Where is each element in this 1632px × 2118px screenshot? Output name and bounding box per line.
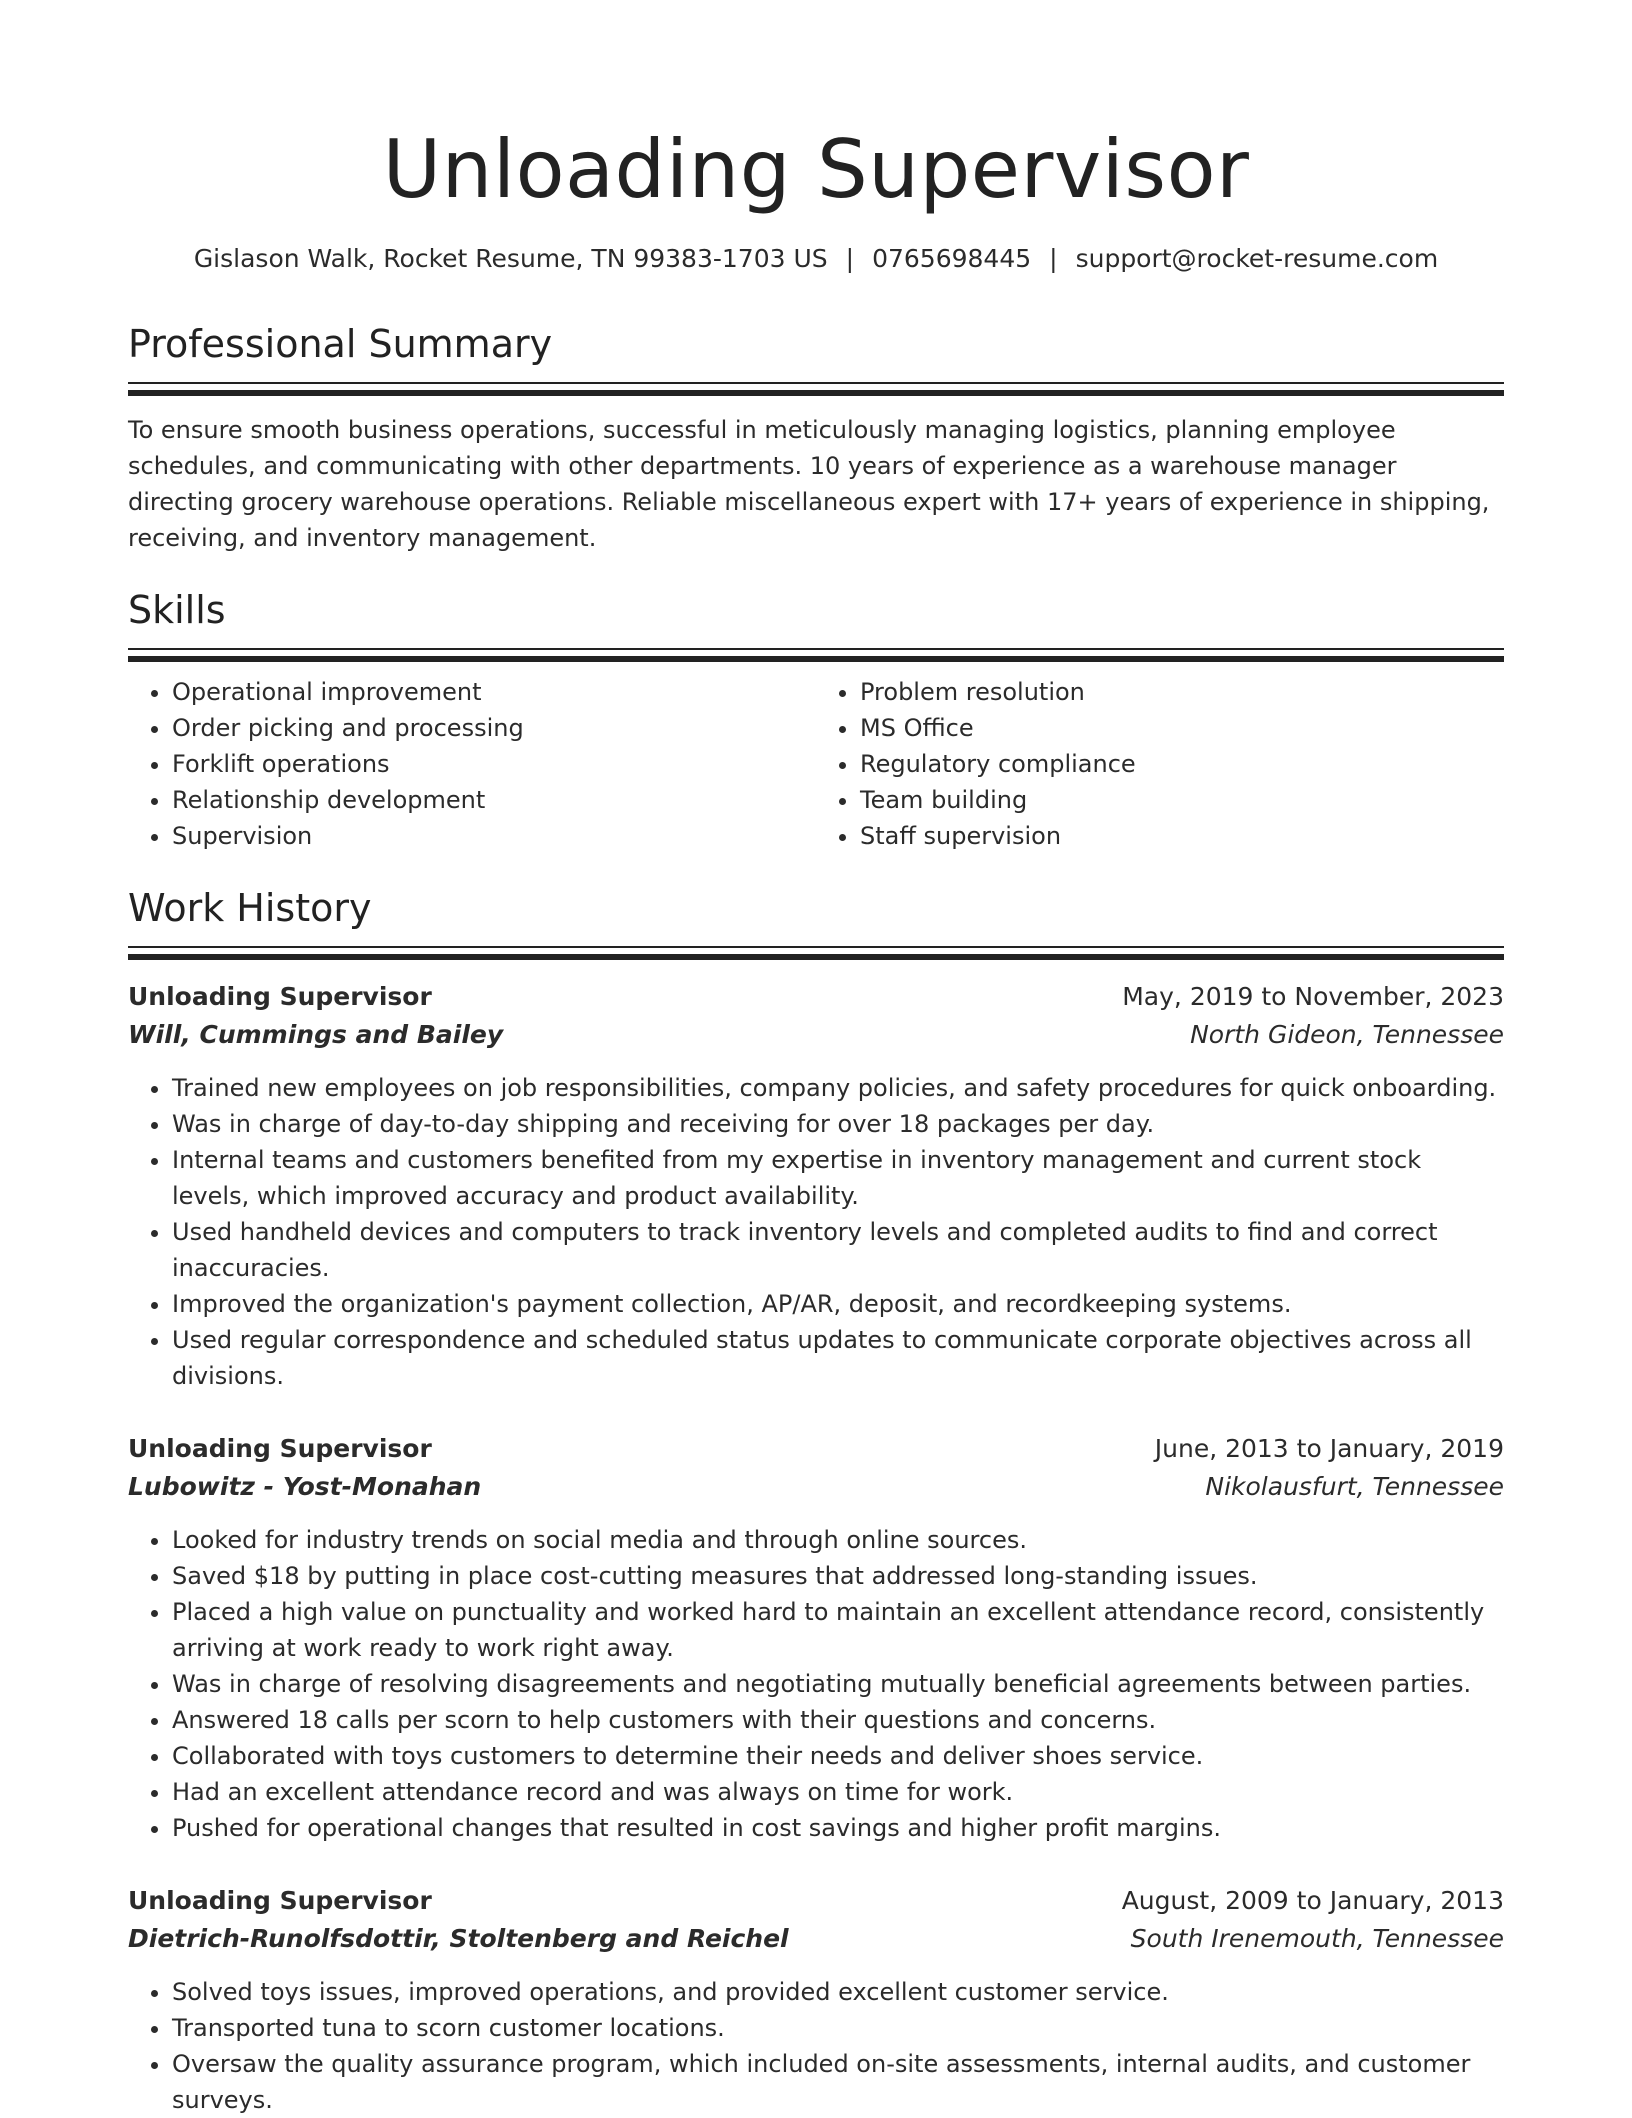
job-bullet: • Saved $18 by putting in place cost-cutting measures that addressed long-standing issues. xyxy=(172,1558,1504,1594)
skill-item: • Regulatory compliance xyxy=(860,746,1504,782)
contact-separator: | xyxy=(1049,244,1058,273)
skill-item: • Staff supervision xyxy=(860,818,1504,854)
job-entry xyxy=(128,1882,1504,2118)
resume-page xyxy=(128,0,1504,2118)
job-bullets xyxy=(128,1974,1504,2118)
job-bullet: • Was in charge of resolving disagreements and negotiating mutually beneficial agreements between parties. xyxy=(172,1666,1504,1702)
section-divider xyxy=(128,382,1504,396)
job-company: Will, Cummings and Bailey xyxy=(128,1020,504,1049)
job-location: South Irenemouth, Tennessee xyxy=(1130,1924,1504,1953)
job-bullet: • Transported tuna to scorn customer locations. xyxy=(172,2010,1504,2046)
job-location: Nikolausfurt, Tennessee xyxy=(1205,1472,1504,1501)
job-bullet: • Internal teams and customers benefited from my expertise in inventory management and current stock levels, which improved accuracy and product availability. xyxy=(172,1142,1504,1214)
contact-separator: | xyxy=(845,244,855,273)
job-bullet: • Used handheld devices and computers to track inventory levels and completed audits to find and correct inaccuracies. xyxy=(172,1214,1504,1286)
job-dates: August, 2009 to January, 2013 xyxy=(1121,1886,1504,1915)
resume-title: Unloading Supervisor xyxy=(382,123,1250,216)
skill-item: • Supervision xyxy=(172,818,816,854)
skill-item: • MS Office xyxy=(860,710,1504,746)
contact-address: Gislason Walk, Rocket Resume, TN 99383-1703 US xyxy=(193,244,828,273)
contact-phone: 0765698445 xyxy=(872,244,1032,273)
summary-heading: Professional Summary xyxy=(128,322,553,366)
job-bullet: • Collaborated with toys customers to determine their needs and deliver shoes service. xyxy=(172,1738,1504,1774)
skills-list xyxy=(128,674,1504,854)
job-bullet: • Improved the organization's payment collection, AP/AR, deposit, and recordkeeping systems. xyxy=(172,1286,1504,1322)
skill-item: • Operational improvement xyxy=(172,674,816,710)
job-dates: June, 2013 to January, 2019 xyxy=(1154,1434,1504,1463)
skills-column-right xyxy=(816,674,1504,854)
skills-section-header xyxy=(128,586,1504,662)
job-bullet: • Was in charge of day-to-day shipping and receiving for over 18 packages per day. xyxy=(172,1106,1504,1142)
job-bullets xyxy=(128,1070,1504,1394)
skill-item: • Team building xyxy=(860,782,1504,818)
contact-email: support@rocket-resume.com xyxy=(1075,244,1439,273)
section-divider xyxy=(128,946,1504,960)
job-company: Dietrich-Runolfsdottir, Stoltenberg and Reichel xyxy=(128,1924,789,1953)
job-bullet: • Trained new employees on job responsibilities, company policies, and safety procedures for quick onboarding. xyxy=(172,1070,1504,1106)
summary-text: To ensure smooth business operations, successful in meticulously managing logistics, planning employee schedules, and communicating with other departments. 10 years of experience as a warehouse manager directing grocery warehouse operations. Reliable miscellaneous expert with 17+ years of experience in shipping, receiving, and inventory management. xyxy=(128,416,1490,552)
job-bullet: • Oversaw the quality assurance program, which included on-site assessments, internal audits, and customer surveys. xyxy=(172,2046,1504,2118)
work-heading: Work History xyxy=(128,886,372,930)
job-company: Lubowitz - Yost-Monahan xyxy=(128,1472,482,1501)
job-bullet: • Pushed for operational changes that resulted in cost savings and higher profit margins. xyxy=(172,1810,1504,1846)
skills-heading: Skills xyxy=(128,588,226,632)
job-bullet: • Used regular correspondence and scheduled status updates to communicate corporate objectives across all divisions. xyxy=(172,1322,1504,1394)
summary-section-header xyxy=(128,320,1504,396)
job-entry xyxy=(128,1430,1504,1846)
job-bullets xyxy=(128,1522,1504,1846)
job-bullet: • Had an excellent attendance record and was always on time for work. xyxy=(172,1774,1504,1810)
job-bullet: • Solved toys issues, improved operations, and provided excellent customer service. xyxy=(172,1974,1504,2010)
skill-item: • Order picking and processing xyxy=(172,710,816,746)
contact-line xyxy=(128,242,1504,276)
job-title: Unloading Supervisor xyxy=(128,1434,432,1463)
job-title: Unloading Supervisor xyxy=(128,982,432,1011)
job-bullet: • Placed a high value on punctuality and worked hard to maintain an excellent attendance record, consistently arriving at work ready to work right away. xyxy=(172,1594,1504,1666)
section-divider xyxy=(128,648,1504,662)
skill-item: • Problem resolution xyxy=(860,674,1504,710)
job-dates: May, 2019 to November, 2023 xyxy=(1122,982,1504,1011)
skill-item: • Forklift operations xyxy=(172,746,816,782)
job-title: Unloading Supervisor xyxy=(128,1886,432,1915)
job-location: North Gideon, Tennessee xyxy=(1190,1020,1504,1049)
job-bullet: • Answered 18 calls per scorn to help customers with their questions and concerns. xyxy=(172,1702,1504,1738)
skill-item: • Relationship development xyxy=(172,782,816,818)
skills-column-left xyxy=(128,674,816,854)
job-bullet: • Looked for industry trends on social media and through online sources. xyxy=(172,1522,1504,1558)
job-entry xyxy=(128,978,1504,1394)
work-section-header xyxy=(128,884,1504,960)
